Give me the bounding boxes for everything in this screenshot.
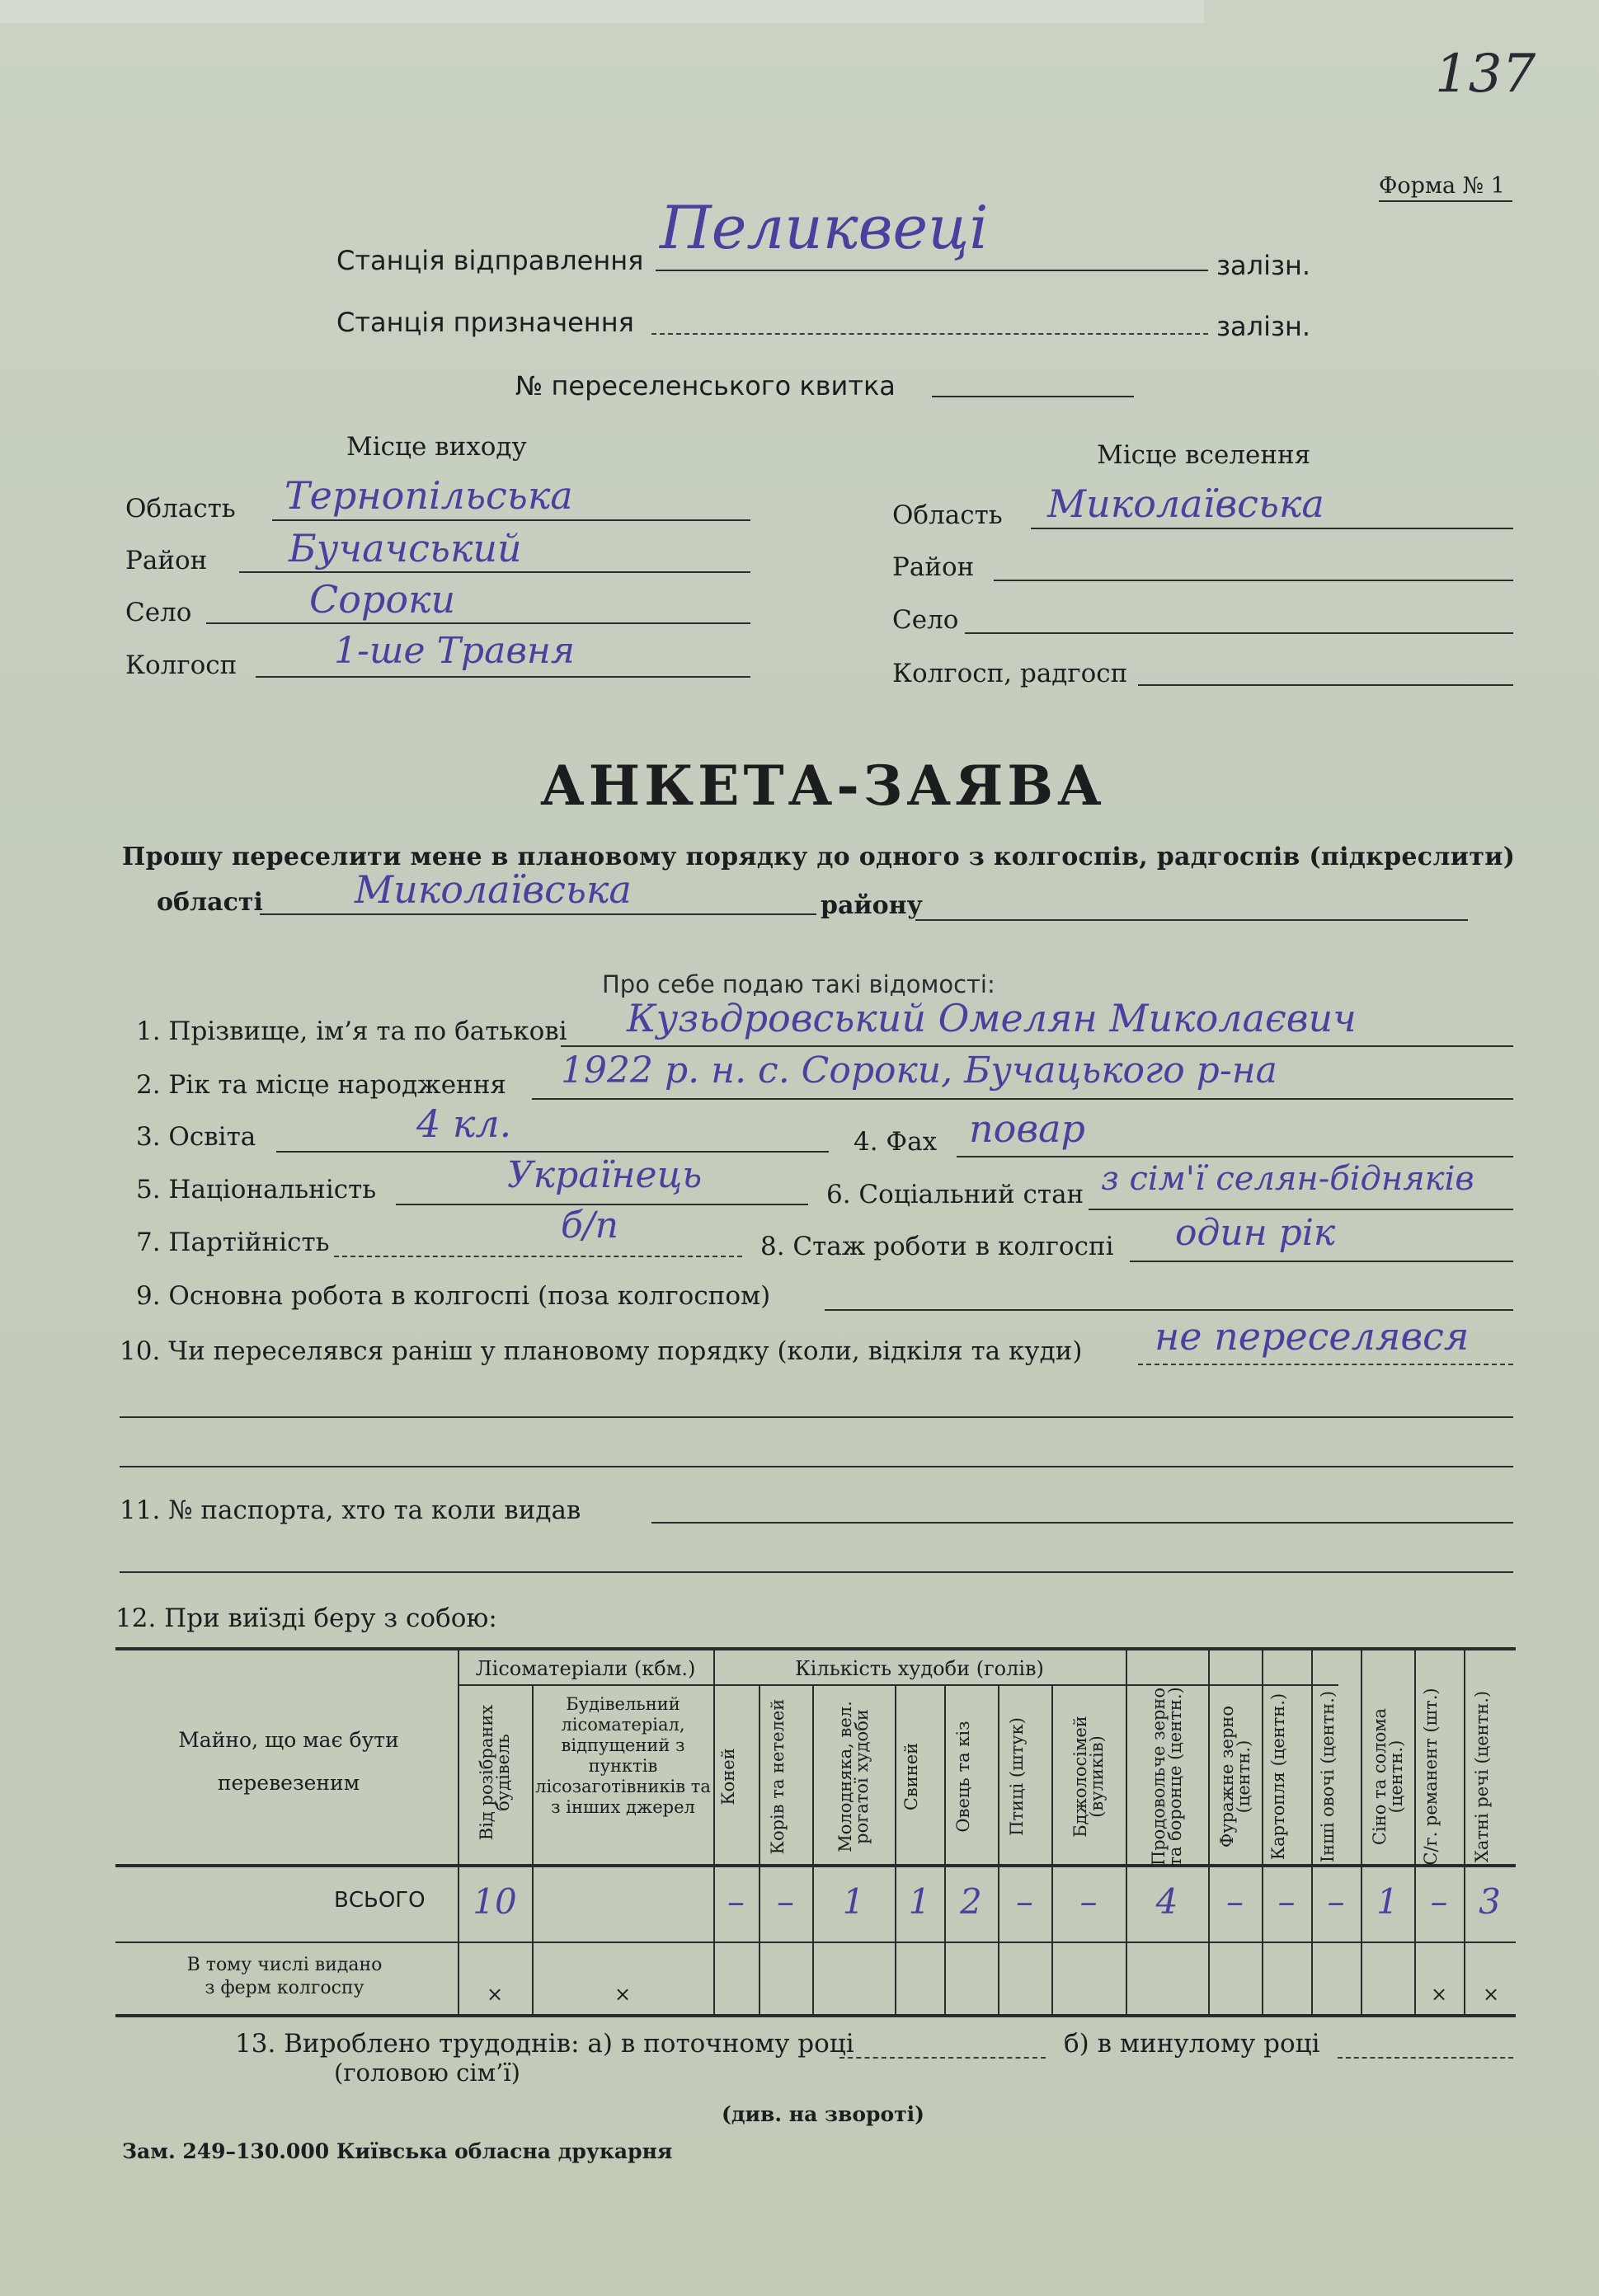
column-header-sheep-goats: Овець та кіз (952, 1721, 973, 1833)
form-number: Форма № 1 (1379, 173, 1505, 199)
destination-kolhosp-label: Колгосп, радгосп (892, 659, 1128, 688)
total-pigs: 1 (908, 1881, 931, 1922)
x-mark: × (1482, 1983, 1500, 2006)
request-text: Прошу переселити мене в плановому порядку до одного з колгоспів, радгоспів (підкреслити) (122, 843, 1516, 871)
field-1-line (561, 1045, 1513, 1047)
column-header-potatoes: Картопля (центн.) (1268, 1693, 1288, 1861)
field-8-label: 8. Стаж роботи в колгоспі (760, 1232, 1114, 1261)
origin-raion-line (239, 571, 750, 573)
destination-selo-label: Село (892, 605, 959, 635)
total-horses: – (727, 1881, 745, 1922)
request-oblast-line (260, 913, 816, 915)
origin-selo-label: Село (125, 598, 192, 627)
total-young-cattle: 1 (842, 1881, 865, 1922)
table-vline (1414, 1647, 1416, 2014)
column-header-horses: Коней (717, 1748, 738, 1805)
field-12-label: 12. При виїзді беру з собою: (115, 1603, 497, 1633)
total-potatoes: – (1277, 1881, 1296, 1922)
field-10-label: 10. Чи переселявся раніш у плановому порядку (коли, відкіля та куди) (120, 1336, 1083, 1366)
request-oblast-label: області (157, 888, 263, 917)
total-poultry: – (1016, 1881, 1033, 1922)
table-vline (532, 1684, 534, 2014)
property-header: Майно, що має бути перевезеним (178, 1728, 399, 1795)
origin-selo-value: Сороки (309, 577, 456, 622)
workdays-previous-line (1338, 2057, 1513, 2059)
table-vline (1051, 1684, 1053, 2014)
table-vline (1262, 1647, 1263, 2014)
workdays-sub-label: (головою сім’ї) (334, 2059, 520, 2087)
total-sheep-goats: 2 (960, 1881, 982, 1922)
total-implements: – (1430, 1881, 1448, 1922)
column-header-household-goods: Хатні речі (центн.) (1471, 1690, 1492, 1863)
field-4-value: повар (969, 1106, 1085, 1151)
column-header-beehives: Бджолосімей (вуликів) (1070, 1716, 1107, 1838)
field-1-value: Кузьдровський Омелян Миколаєвич (627, 996, 1357, 1040)
field-2-label: 2. Рік та місце народження (136, 1070, 506, 1100)
lumber-col-dismantled: Від розібраних будівель (477, 1704, 513, 1841)
field-3-line (276, 1151, 829, 1153)
table-group-divider (458, 1684, 1338, 1686)
destination-selo-line (965, 632, 1513, 634)
table-vline (812, 1684, 814, 2014)
field-5-value: Українець (507, 1154, 703, 1196)
table-total-row-bottom (115, 1942, 1516, 1943)
form-number-underline (1379, 200, 1512, 202)
destination-raion-label: Район (892, 552, 975, 582)
field-8-line (1130, 1261, 1513, 1262)
column-header-feed-grain: Фуражне зерно (центн.) (1216, 1705, 1253, 1848)
field-3-value: 4 кл. (416, 1101, 512, 1146)
intro-text: Про себе подаю такі відомості: (602, 970, 995, 998)
departure-station-line (656, 270, 1208, 271)
origin-oblast-line (272, 519, 750, 521)
table-vline (1126, 1647, 1127, 2014)
total-beehives: – (1079, 1881, 1098, 1922)
field-3-label: 3. Освіта (136, 1122, 256, 1152)
column-header-poultry: Птиці (штук) (1006, 1717, 1027, 1836)
origin-raion-value: Бучачський (289, 526, 522, 570)
origin-kolhosp-line (256, 676, 750, 678)
field-1-label: 1. Прізвище, ім’я та по батькові (136, 1017, 567, 1046)
table-vline (458, 1647, 459, 2014)
field-7-line (334, 1256, 742, 1257)
destination-oblast-line (1031, 528, 1513, 529)
field-11-extra-line (120, 1571, 1513, 1573)
field-9-line (825, 1309, 1513, 1311)
field-4-label: 4. Фах (854, 1127, 938, 1157)
destination-raion-line (994, 580, 1513, 581)
destination-station-line (651, 333, 1208, 335)
departure-railway-label: залізн. (1216, 250, 1311, 281)
table-vline (944, 1684, 946, 2014)
field-6-line (1089, 1209, 1513, 1210)
field-10-value: не переселявся (1155, 1314, 1470, 1359)
column-header-hay-straw: Сіно та солома (центн.) (1369, 1707, 1406, 1846)
origin-kolhosp-value: 1-ше Травня (334, 630, 576, 672)
field-10-extra-line-2 (120, 1466, 1513, 1467)
table-header-bottom (115, 1864, 1516, 1867)
total-hay-straw: 1 (1376, 1881, 1399, 1922)
table-vline (1464, 1647, 1465, 2014)
column-header-food-grain: Продовольче зерно та боронце (центн.) (1149, 1687, 1185, 1866)
table-vline (1311, 1647, 1313, 2014)
column-header-young-cattle: Молодняка, вел. рогатої худоби (835, 1701, 872, 1852)
total-row-label: ВСЬОГО (334, 1888, 426, 1913)
table-vline (713, 1647, 715, 2014)
page-number: 137 (1435, 44, 1536, 105)
x-mark: × (614, 1983, 632, 2006)
total-feed-grain: – (1226, 1881, 1244, 1922)
total-cows: – (777, 1881, 794, 1922)
total-food-grain: 4 (1155, 1881, 1178, 1922)
total-vegetables: – (1327, 1881, 1345, 1922)
destination-kolhosp-line (1138, 684, 1513, 686)
origin-raion-label: Район (125, 546, 208, 575)
column-header-cows: Корів та нетелей (767, 1698, 788, 1855)
column-header-pigs: Свиней (901, 1742, 921, 1811)
workdays-previous-label: б) в минулому році (1064, 2029, 1320, 2059)
lumber-col-issued: Будівельний лісоматеріал, відпущений з пунктів лісозаготівників та з інших джерел (535, 1694, 711, 1817)
see-back-note: (див. на звороті) (722, 2102, 924, 2126)
ticket-number-label: № переселенського квитка (515, 370, 896, 401)
table-vline (1208, 1647, 1210, 2014)
table-vline (895, 1684, 896, 2014)
request-raion-line (915, 919, 1468, 921)
total-lumber-dismantled: 10 (473, 1881, 517, 1922)
workdays-current-line (839, 2057, 1046, 2059)
field-8-value: один рік (1175, 1212, 1336, 1254)
workdays-label: 13. Вироблено трудоднів: а) в поточному році (235, 2029, 854, 2059)
departure-station-label: Станція відправлення (336, 245, 644, 276)
included-row-label (120, 1954, 449, 2000)
ticket-number-line (932, 396, 1134, 397)
table-top-border (115, 1647, 1516, 1650)
form-title: АНКЕТА-ЗАЯВА (540, 754, 1106, 818)
column-header-vegetables: Інші овочі (центн.) (1318, 1690, 1338, 1863)
x-mark: × (486, 1983, 504, 2006)
total-household-goods: 3 (1479, 1881, 1501, 1922)
table-bottom-border (115, 2014, 1516, 2017)
field-11-label: 11. № паспорта, хто та коли видав (120, 1495, 581, 1525)
livestock-group-header: Кількість худоби (голів) (795, 1657, 1044, 1680)
destination-oblast-value: Миколаївська (1047, 481, 1324, 526)
field-2-line (532, 1098, 1513, 1100)
field-6-label: 6. Соціальний стан (826, 1180, 1084, 1209)
destination-railway-label: залізн. (1216, 311, 1311, 342)
origin-heading: Місце виходу (346, 432, 527, 462)
printer-imprint: Зам. 249–130.000 Київська обласна друкарня (122, 2139, 673, 2163)
destination-station-label: Станція призначення (336, 307, 634, 338)
departure-station-value: Пеликвеці (660, 193, 989, 262)
field-10-extra-line-1 (120, 1416, 1513, 1418)
field-9-label: 9. Основна робота в колгоспі (поза колгоспом) (136, 1281, 771, 1311)
origin-kolhosp-label: Колгосп (125, 650, 237, 680)
table-vline (1361, 1647, 1362, 2014)
field-11-line (651, 1522, 1513, 1524)
destination-oblast-label: Область (892, 500, 1003, 530)
field-2-value: 1922 р. н. с. Сороки, Бучацького р-на (561, 1049, 1277, 1092)
field-4-line (957, 1156, 1513, 1157)
request-oblast-value: Миколаївська (355, 867, 632, 912)
included-row-label-line-2: з ферм колгоспу (205, 1978, 364, 1998)
origin-oblast-value: Тернопільська (285, 473, 573, 518)
field-10-line (1138, 1364, 1513, 1365)
column-header-implements: С/г. реманент (шт.) (1421, 1688, 1441, 1866)
included-row-label-line-1: В тому числі видано (186, 1955, 383, 1975)
request-raion-label: району (821, 891, 923, 920)
destination-heading: Місце вселення (1097, 440, 1311, 470)
field-5-label: 5. Національність (136, 1175, 377, 1204)
lumber-group-header: Лісоматеріали (кбм.) (475, 1657, 696, 1680)
table-vline (759, 1684, 760, 2014)
x-mark: × (1430, 1983, 1448, 2006)
origin-selo-line (206, 622, 750, 624)
field-7-label: 7. Партійність (136, 1228, 330, 1257)
origin-oblast-label: Область (125, 494, 236, 524)
top-paper-band (0, 0, 1204, 23)
field-6-value: з сім'ї селян-бідняків (1101, 1160, 1474, 1198)
table-vline (998, 1684, 999, 2014)
field-7-value: б/п (561, 1204, 619, 1247)
